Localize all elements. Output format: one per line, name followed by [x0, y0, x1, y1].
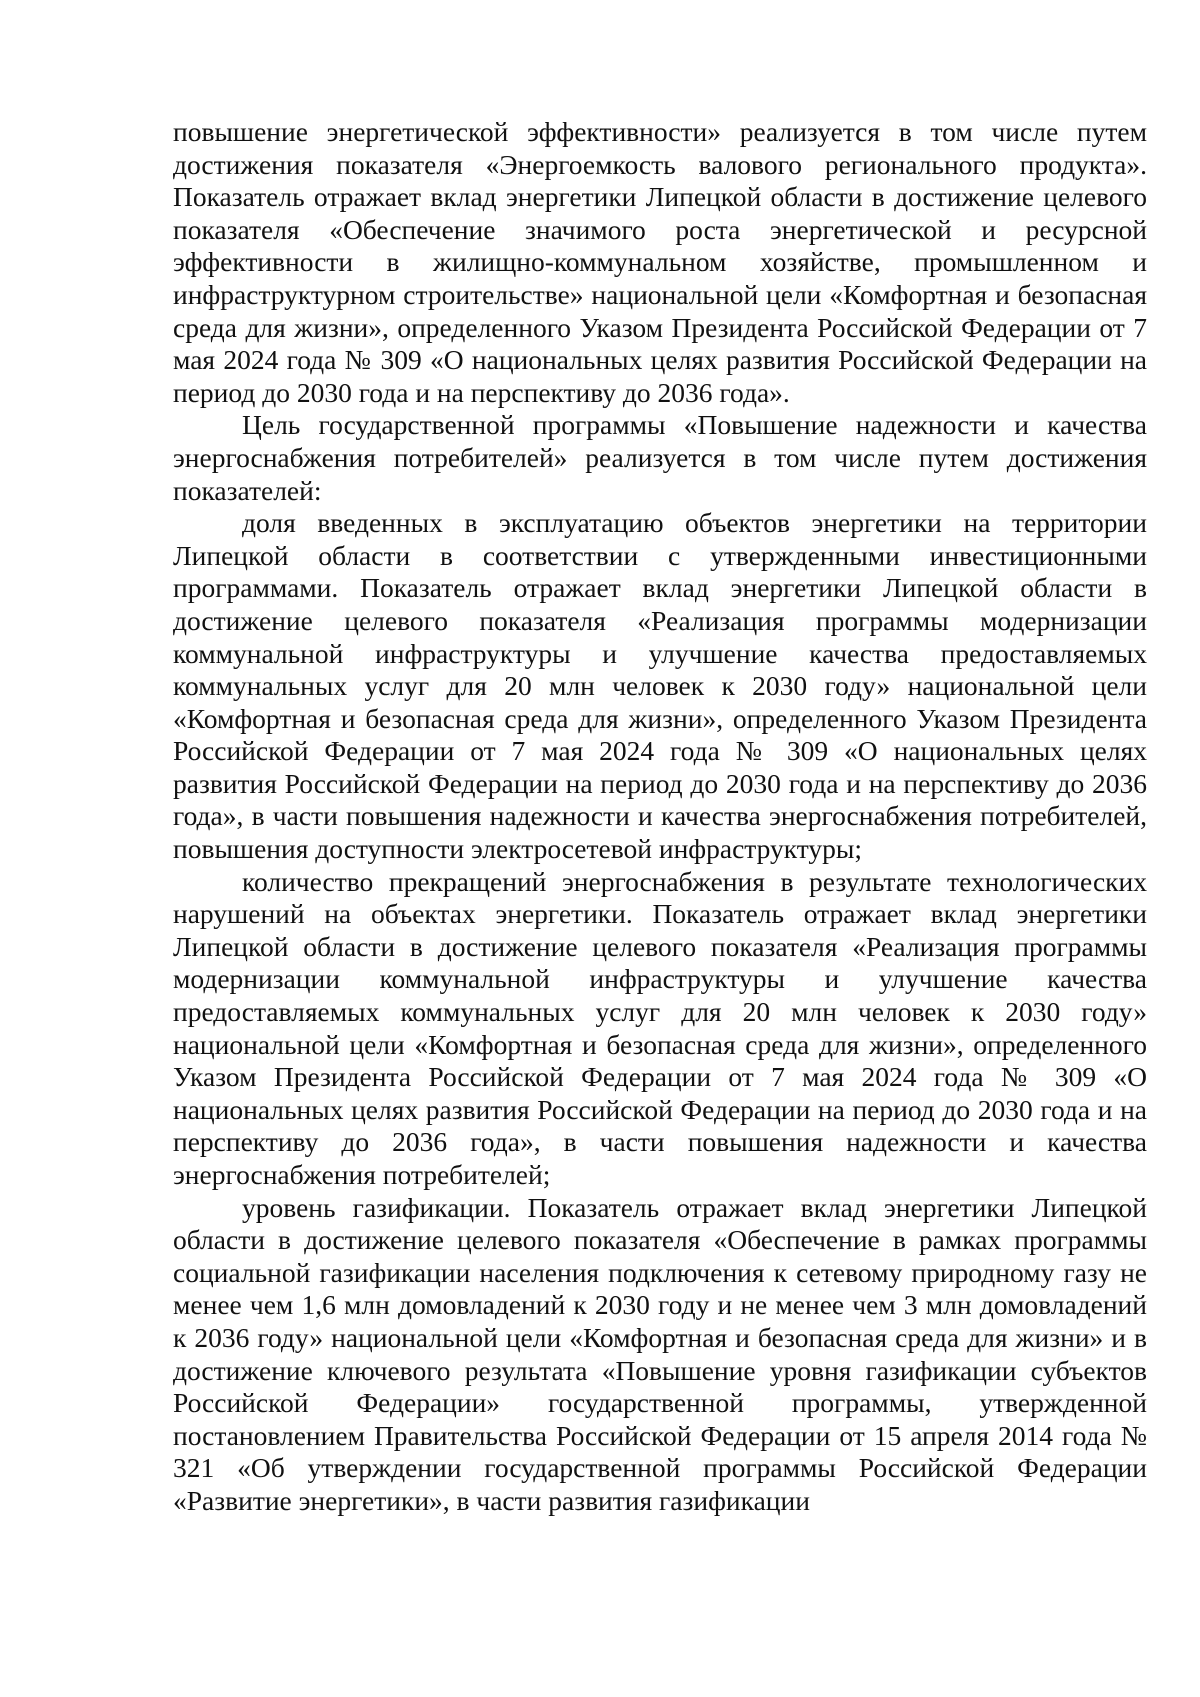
paragraph-energy-efficiency: повышение энергетической эффективности» реализуется в том числе путем достижения показателя «Энергоемкость валового регионального продукта». Показатель отражает вклад энергетики Липецкой области в достижение целевого показателя «Обеспечение значимого роста энергетической и ресурсной эффективности в жилищно-коммунальном хозяйстве, промышленном и инфраструктурном строительстве» национальной цели «Комфортная и безопасная среда для жизни», определенного Указом Президента Российской Федерации от 7 мая 2024 года № 309 «О национальных целях развития Российской Федерации на период до 2030 года и на перспективу до 2036 года». — [173, 116, 1147, 408]
paragraph-supply-interruptions: количество прекращений энергоснабжения в результате технологических нарушений на объектах энергетики. Показатель отражает вклад энергетики Липецкой области в достижение целевого показателя «Реализация программы модернизации коммунальной инфраструктуры и улучшение качества предоставляемых коммунальных услуг для 20 млн человек к 2030 году» национальной цели «Комфортная и безопасная среда для жизни», определенного Указом Президента Российской Федерации от 7 мая 2024 года № 309 «О национальных целях развития Российской Федерации на период до 2030 года и на перспективу до 2036 года», в части повышения надежности и качества энергоснабжения потребителей; — [173, 865, 1147, 1190]
paragraph-gasification-level: уровень газификации. Показатель отражает вклад энергетики Липецкой области в достижение целевого показателя «Обеспечение в рамках программы социальной газификации населения подключения к сетевому природному газу не менее чем 1,6 млн домовладений к 2030 году и не менее чем 3 млн домовладений к 2036 году» национальной цели «Комфортная и безопасная среда для жизни» и в достижение ключевого результата «Повышение уровня газификации субъектов Российской Федерации» государственной программы, утвержденной постановлением Правительства Российской Федерации от 15 апреля 2014 года № 321 «Об утверждении государственной программы Российской Федерации «Развитие энергетики», в части развития газификации — [173, 1191, 1147, 1516]
paragraph-commissioned-facilities: доля введенных в эксплуатацию объектов энергетики на территории Липецкой области в соответствии с утвержденными инвестиционными программами. Показатель отражает вклад энергетики Липецкой области в достижение целевого показателя «Реализация программы модернизации коммунальной инфраструктуры и улучшение качества предоставляемых коммунальных услуг для 20 млн человек к 2030 году» национальной цели «Комфортная и безопасная среда для жизни», определенного Указом Президента Российской Федерации от 7 мая 2024 года № 309 «О национальных целях развития Российской Федерации на период до 2030 года и на перспективу до 2036 года», в части повышения надежности и качества энергоснабжения потребителей, повышения доступности электросетевой инфраструктуры; — [173, 507, 1147, 865]
document-page — [173, 116, 1147, 1518]
paragraph-program-goal: Цель государственной программы «Повышение надежности и качества энергоснабжения потребителей» реализуется в том числе путем достижения показателей: — [173, 409, 1147, 506]
